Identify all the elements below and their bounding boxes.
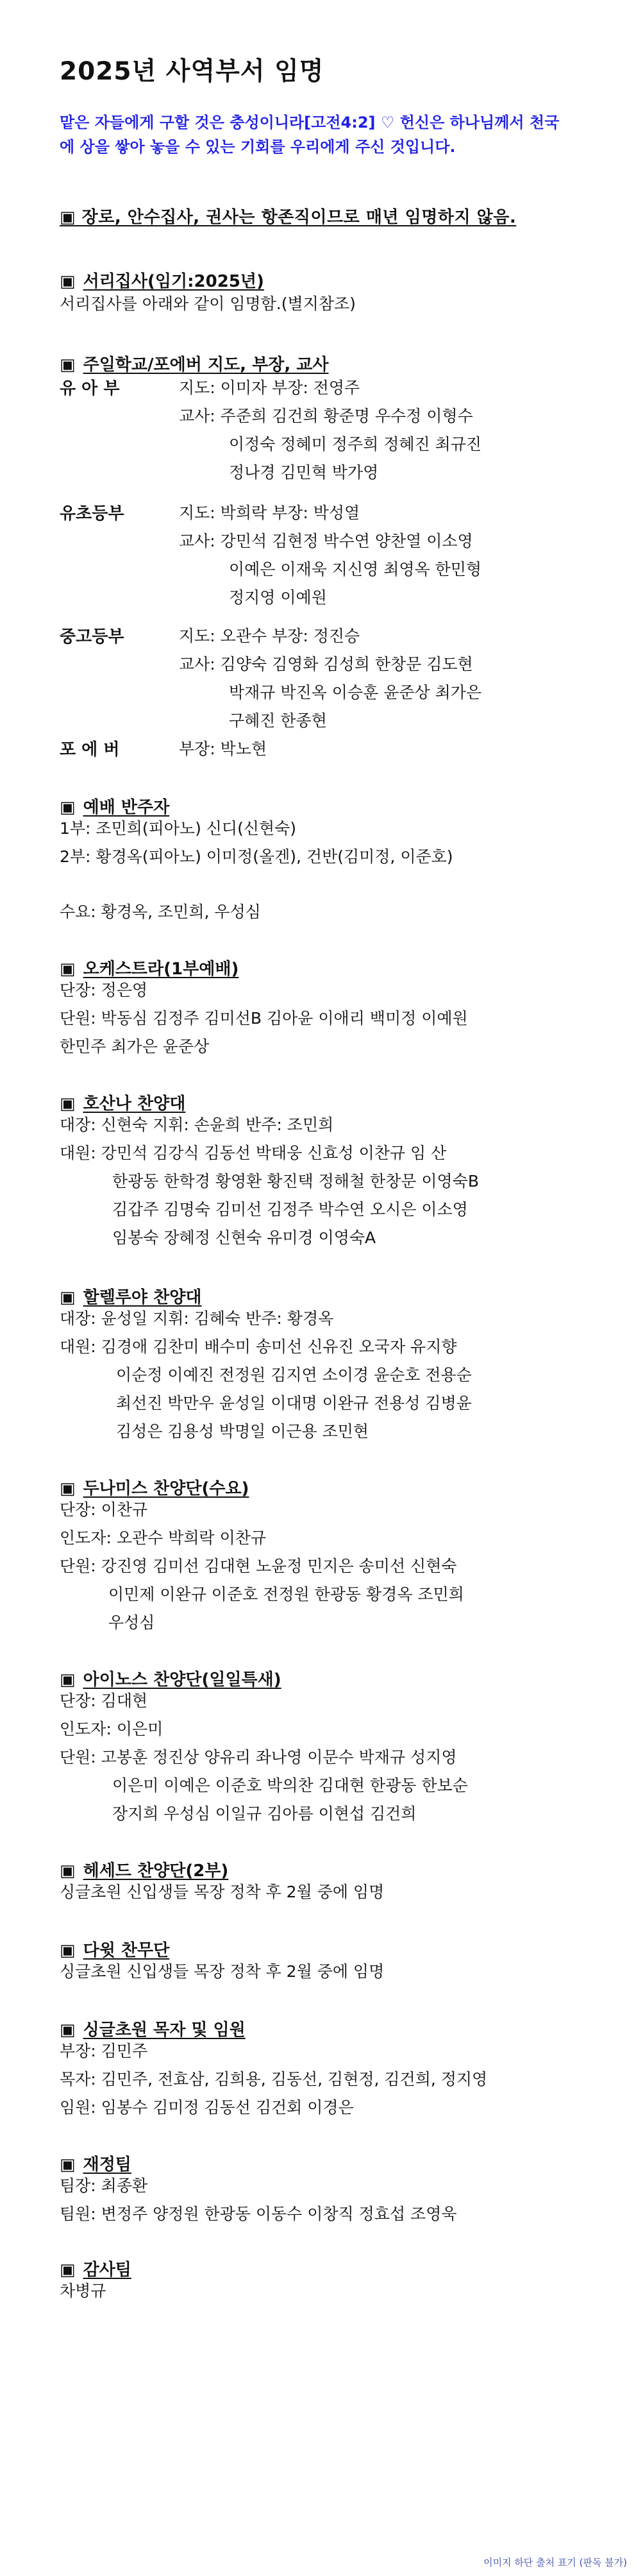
finance-line: 팀원: 변정주 양정원 한광동 이동수 이창직 정효섭 조영욱 (60, 2205, 457, 2223)
youth-leaders: 지도: 오관수 부장: 정진승 (179, 627, 360, 645)
kinder-leaders: 지도: 이미자 부장: 전영주 (179, 378, 360, 397)
hosanna-line: 김갑주 김명숙 김미선 김정주 박수연 오시은 이소영 (112, 1200, 468, 1219)
orchestra-line: 단장: 정은영 (60, 981, 148, 999)
box-bullet-icon: ▣ (60, 272, 76, 291)
hallelujah-line: 이순정 이예진 전정원 김지연 소이경 윤순호 전용순 (116, 1366, 472, 1384)
orchestra-line: 단원: 박동심 김정주 김미선B 김아윤 이애리 백미정 이예원 (60, 1009, 468, 1028)
kinder-teachers: 정나경 김민혁 박가영 (229, 463, 379, 482)
notice-permanent-offices: ▣ 장로, 안수집사, 권사는 항존직이므로 매년 임명하지 않음. (60, 208, 517, 227)
box-bullet-icon: ▣ (60, 2155, 76, 2174)
forever-leaders: 부장: 박노현 (179, 740, 267, 758)
youth-teachers: 구혜진 한종현 (229, 711, 327, 730)
kinder-teachers: 이정숙 정혜미 정주희 정혜진 최규진 (229, 435, 482, 453)
section-title-orchestra: ▣ 오케스트라(1부예배) (60, 960, 239, 979)
hallelujah-line: 대장: 윤성일 지휘: 김혜숙 반주: 황경옥 (60, 1309, 334, 1328)
ionos-line: 단원: 고봉훈 정진상 양유리 좌나영 이문수 박재규 성지영 (60, 1748, 457, 1767)
section-title-ionos-team: ▣ 아이노스 찬양단(일일특새) (60, 1670, 281, 1690)
dept-label-forever: 포 에 버 (60, 740, 120, 759)
accompanists-line: 수요: 황경옥, 조민희, 우성심 (60, 902, 261, 921)
elementary-teachers: 교사: 강민석 김현정 박수연 양찬열 이소영 (179, 532, 473, 550)
footer-source-note: 이미지 하단 출처 표기 (판독 불가) (483, 2557, 627, 2568)
section-title-single-group: ▣ 싱글초원 목자 및 임원 (60, 2021, 246, 2040)
box-bullet-icon: ▣ (60, 1941, 76, 1960)
hosanna-line: 임봉숙 장혜정 신현숙 유미경 이영숙A (112, 1228, 376, 1247)
dunamis-line: 단원: 강진영 김미선 김대현 노윤정 민지은 송미선 신현숙 (60, 1557, 457, 1575)
single-line: 목자: 김민주, 전효삼, 김희용, 김동선, 김현정, 김건희, 정지영 (60, 2070, 488, 2089)
hallelujah-line: 김성은 김용성 박명일 이근용 조민현 (116, 1422, 369, 1441)
dunamis-line: 단장: 이찬규 (60, 1500, 148, 1519)
section-title-accompanists: ▣ 예배 반주자 (60, 798, 170, 817)
accompanists-line: 2부: 황경옥(피아노) 이미정(올겐), 건반(김미정, 이준호) (60, 847, 453, 866)
section-title-sunday-school: ▣ 주일학교/포에버 지도, 부장, 교사 (60, 355, 329, 375)
dunamis-line: 이민제 이완규 이준호 전정원 한광동 황경옥 조민희 (108, 1585, 464, 1604)
ionos-line: 인도자: 이은미 (60, 1720, 163, 1738)
ionos-line: 이은미 이예은 이준호 박의찬 김대현 한광동 한보순 (112, 1776, 468, 1795)
section-title-dunamis-team: ▣ 두나미스 찬양단(수요) (60, 1479, 249, 1498)
page-title: 2025년 사역부서 임명 (60, 57, 324, 86)
box-bullet-icon: ▣ (60, 2021, 76, 2040)
ionos-line: 장지희 우성심 이일규 김아름 이현섭 김건희 (112, 1804, 417, 1823)
elementary-leaders: 지도: 박희락 부장: 박성열 (179, 504, 360, 522)
kinder-teachers: 교사: 주준희 김건희 황준명 우수정 이형수 (179, 407, 473, 425)
section-title-deacons: ▣ 서리집사(임기:2025년) (60, 272, 264, 291)
hallelujah-line: 대원: 김경애 김찬미 배수미 송미선 신유진 오국자 유지향 (60, 1337, 457, 1356)
dept-label-youth: 중고등부 (60, 627, 124, 647)
deacons-text: 서리집사를 아래와 같이 임명함.(별지참조) (60, 294, 356, 313)
section-title-audit-team: ▣ 감사팀 (60, 2260, 131, 2280)
hosanna-line: 한광동 한학경 황영환 황진택 정해철 한창문 이영숙B (112, 1172, 479, 1191)
section-title-hallelujah-choir: ▣ 할렐루야 찬양대 (60, 1288, 202, 1307)
finance-line: 팀장: 최종환 (60, 2176, 148, 2195)
dept-label-kinder: 유 아 부 (60, 379, 120, 398)
box-bullet-icon: ▣ (60, 1479, 76, 1498)
orchestra-line: 한민주 최가은 윤준상 (60, 1037, 210, 1056)
audit-line: 차병규 (60, 2282, 106, 2300)
scripture-verse: 맡은 자들에게 구할 것은 충성이니라[고전4:2] ♡ 헌신은 하나님께서 천국에 상을 쌓아 놓을 수 있는 기회를 우리에게 주신 것입니다. (60, 114, 560, 156)
david-line: 싱글초원 신입생들 목장 정착 후 2월 중에 임명 (60, 1962, 385, 1981)
ionos-line: 단장: 김대현 (60, 1691, 148, 1710)
box-bullet-icon: ▣ (60, 1670, 76, 1690)
single-line: 부장: 김민주 (60, 2042, 148, 2060)
section-title-hosanna-choir: ▣ 호산나 찬양대 (60, 1094, 186, 1114)
box-bullet-icon: ▣ (60, 1094, 76, 1114)
section-title-finance-team: ▣ 재정팀 (60, 2155, 131, 2174)
accompanists-line: 1부: 조민희(피아노) 신디(신현숙) (60, 819, 297, 838)
dunamis-line: 인도자: 오관수 박희락 이찬규 (60, 1529, 267, 1547)
box-bullet-icon: ▣ (60, 1861, 76, 1881)
youth-teachers: 박재규 박진옥 이승훈 윤준상 최가은 (229, 683, 482, 702)
box-bullet-icon: ▣ (60, 1288, 76, 1307)
box-bullet-icon: ▣ (60, 2260, 76, 2280)
box-bullet-icon: ▣ (60, 960, 76, 979)
section-title-david-dance: ▣ 다윗 찬무단 (60, 1941, 170, 1960)
dept-label-elementary: 유초등부 (60, 504, 124, 523)
box-bullet-icon: ▣ (60, 355, 76, 375)
elementary-teachers: 정지영 이예원 (229, 588, 327, 607)
hesed-line: 싱글초원 신입생들 목장 정착 후 2월 중에 임명 (60, 1883, 385, 1901)
youth-teachers: 교사: 김양숙 김영화 김성희 한창문 김도현 (179, 655, 473, 674)
box-bullet-icon: ▣ (60, 798, 76, 817)
single-line: 임원: 임봉수 김미정 김동선 김건회 이경은 (60, 2098, 354, 2117)
hosanna-line: 대장: 신현숙 지휘: 손윤희 반주: 조민희 (60, 1115, 334, 1134)
dunamis-line: 우성심 (108, 1613, 155, 1632)
section-title-hesed-team: ▣ 헤세드 찬양단(2부) (60, 1861, 229, 1881)
hallelujah-line: 최선진 박만우 윤성일 이대명 이완규 전용성 김병윤 (116, 1394, 472, 1412)
elementary-teachers: 이예은 이재욱 지신영 최영옥 한민형 (229, 560, 482, 579)
hosanna-line: 대원: 강민석 김강식 김동선 박태웅 신효성 이찬규 임 산 (60, 1144, 447, 1162)
